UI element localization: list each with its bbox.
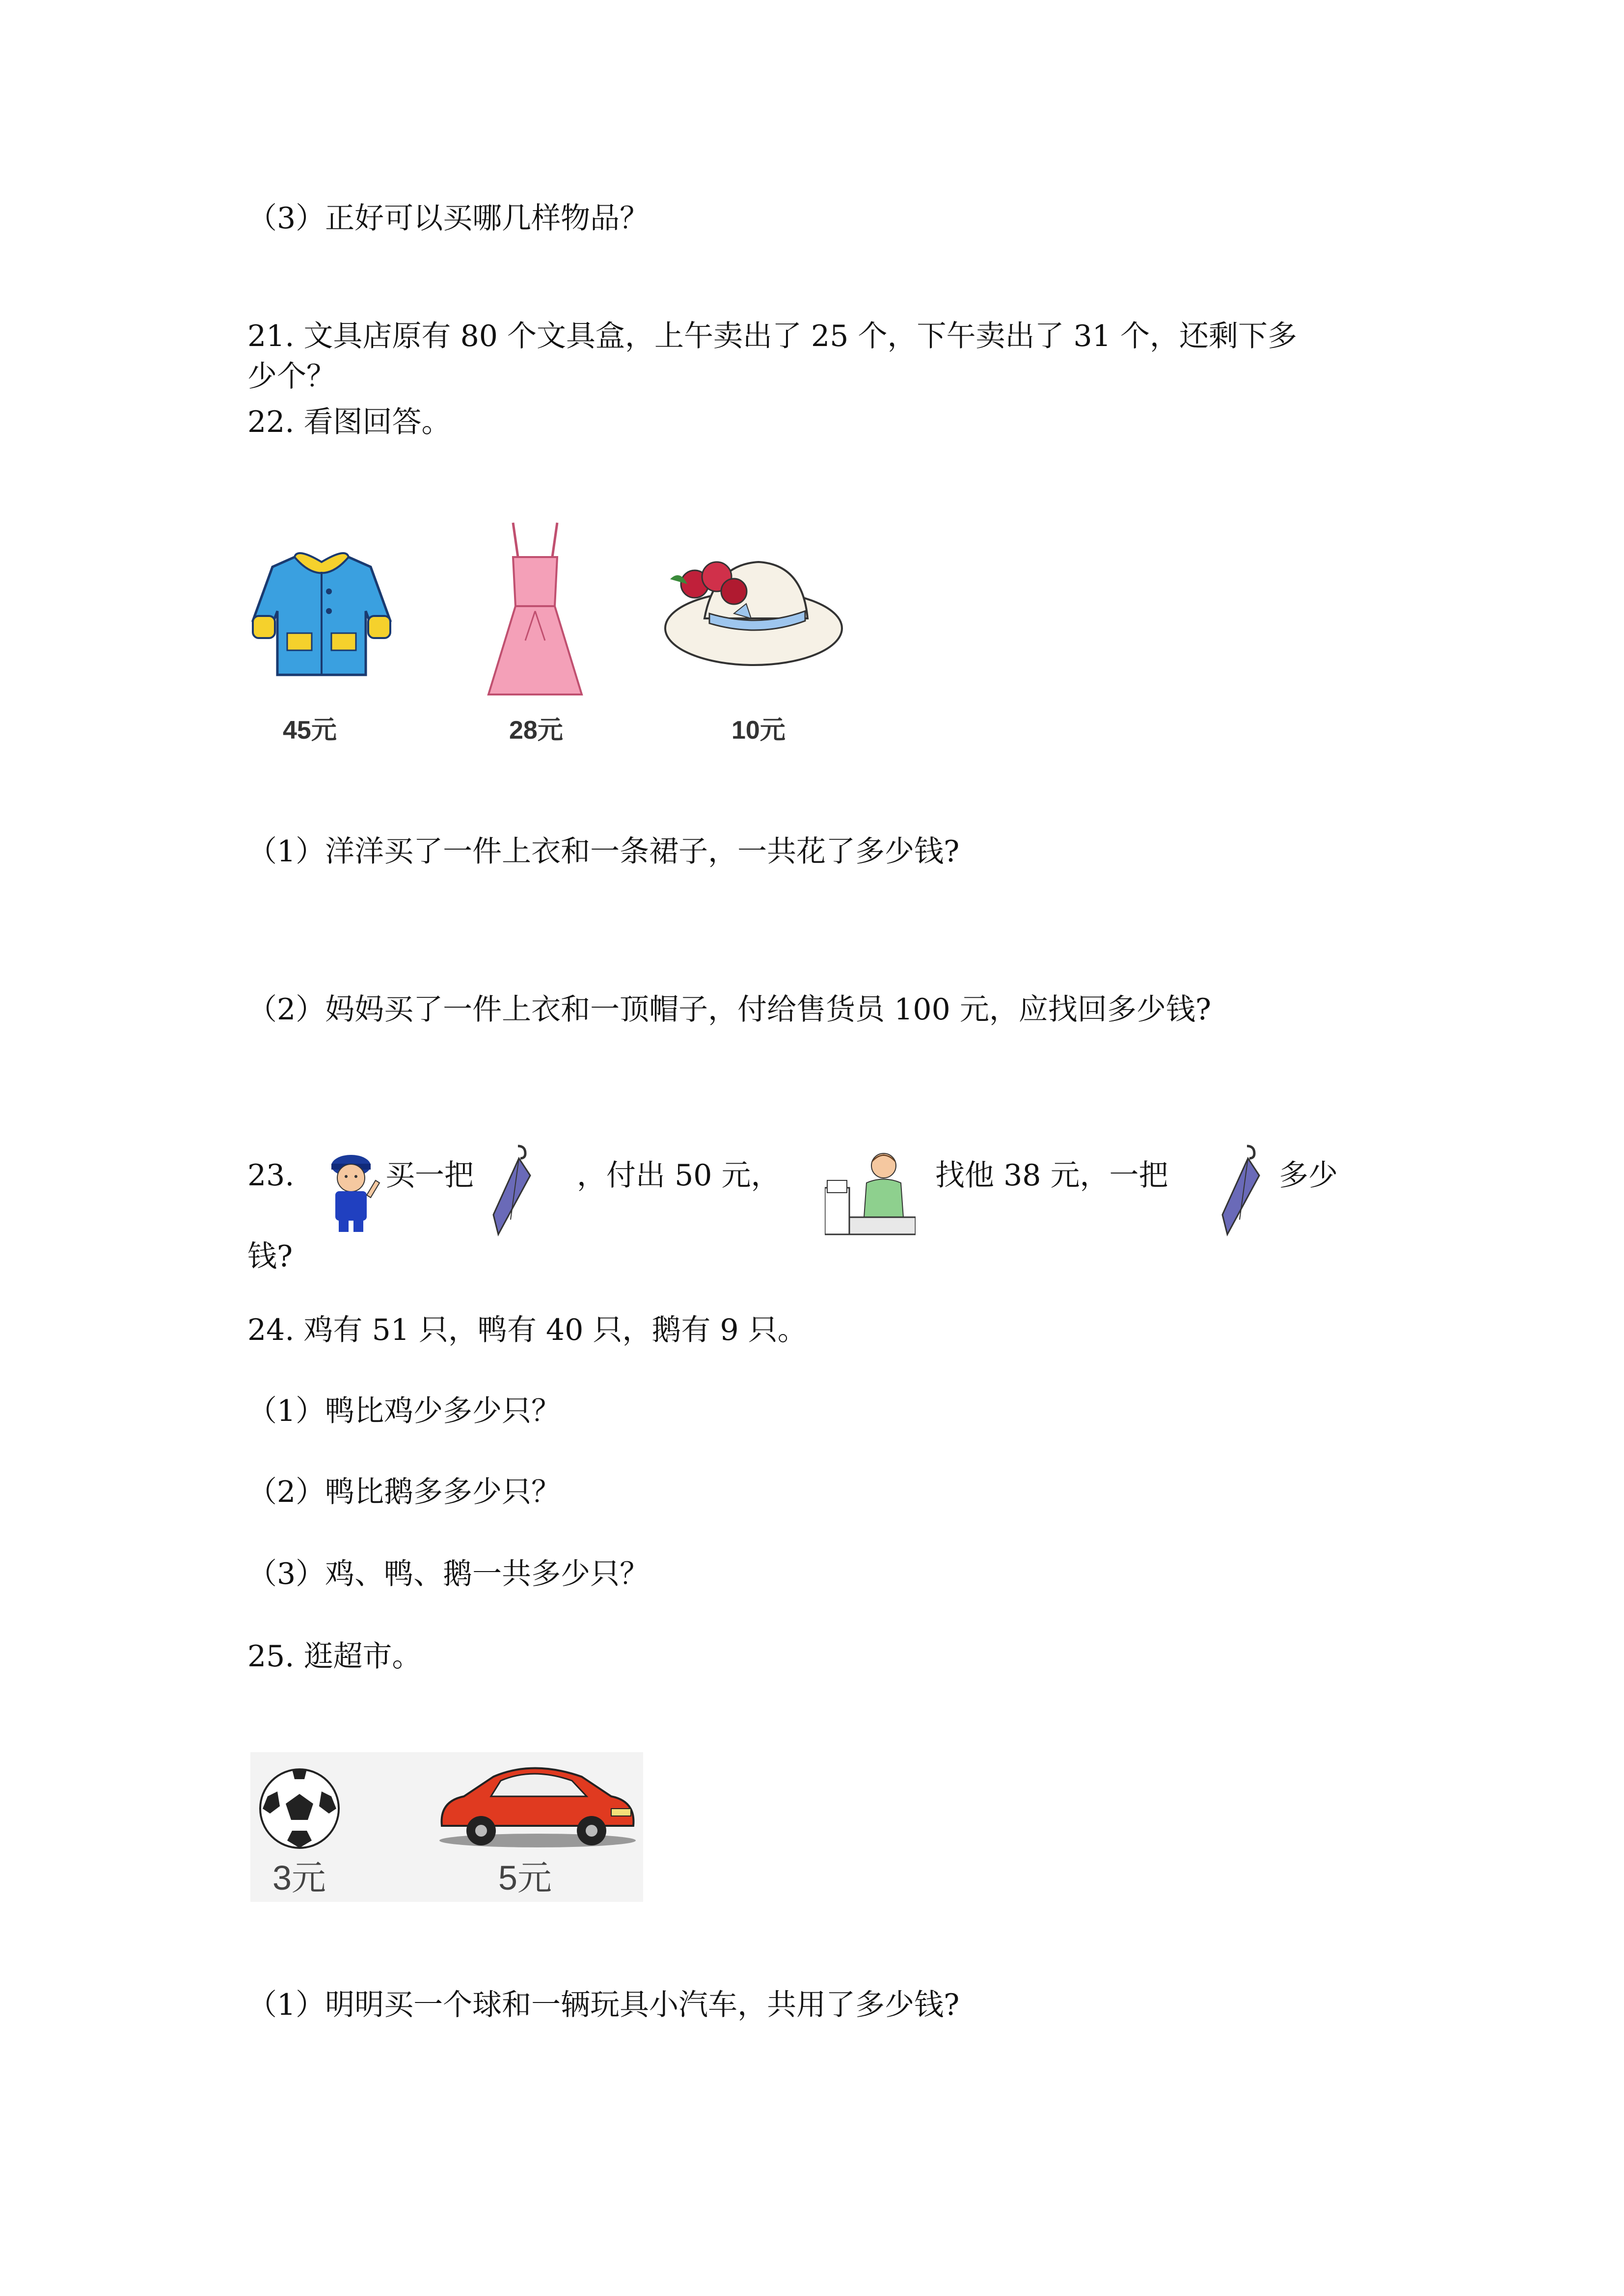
q22-sub1: （1）洋洋买了一件上衣和一条裙子，一共花了多少钱? xyxy=(247,834,960,869)
boy-icon xyxy=(322,1146,385,1234)
q23-text-5: 钱? xyxy=(247,1239,293,1274)
q20-sub3: （3）正好可以买哪几样物品？ xyxy=(247,201,650,236)
q22-sub2: （2）妈妈买了一件上衣和一顶帽子，付给售货员 100 元，应找回多少钱? xyxy=(247,992,1212,1027)
q23-number: 23. xyxy=(247,1158,295,1193)
q25-sub1: （1）明明买一个球和一辆玩具小汽车，共用了多少钱? xyxy=(247,1988,960,2022)
q22-title: 22. 看图回答。 xyxy=(247,405,451,439)
coat-icon xyxy=(248,542,395,685)
q24-sub1: （1）鸭比鸡少多少只？ xyxy=(247,1394,561,1428)
saleswoman-icon xyxy=(825,1148,916,1237)
dress-price: 28元 xyxy=(509,716,563,745)
toy-car-icon xyxy=(434,1752,641,1850)
ball-price: 3元 xyxy=(272,1859,326,1897)
car-price: 5元 xyxy=(498,1859,552,1897)
q23-text-1: 买一把 xyxy=(385,1158,474,1193)
q24-sub3: （3）鸡、鸭、鹅一共多少只？ xyxy=(247,1557,650,1591)
q21-line1: 21. 文具店原有 80 个文具盒，上午卖出了 25 个，下午卖出了 31 个，还剩下多 xyxy=(247,319,1297,353)
q21-line2: 少个？ xyxy=(247,359,336,394)
coat-price: 45元 xyxy=(283,716,337,745)
q24-title: 24. 鸡有 51 只，鸭有 40 只，鹅有 9 只。 xyxy=(247,1313,807,1347)
q23-text-4: 多少 xyxy=(1279,1158,1338,1193)
dress-icon xyxy=(486,518,584,699)
q24-sub2: （2）鸭比鹅多多少只？ xyxy=(247,1475,561,1509)
soccer-ball-icon xyxy=(258,1767,341,1850)
umbrella-icon-2 xyxy=(1213,1141,1267,1239)
q23-text-2: ，付出 50 元， xyxy=(577,1158,781,1193)
q23-text-3: 找他 38 元，一把 xyxy=(935,1158,1168,1193)
q25-title: 25. 逛超市。 xyxy=(247,1639,422,1674)
hat-price: 10元 xyxy=(731,716,785,745)
hat-icon xyxy=(660,555,847,672)
umbrella-icon xyxy=(484,1141,538,1239)
